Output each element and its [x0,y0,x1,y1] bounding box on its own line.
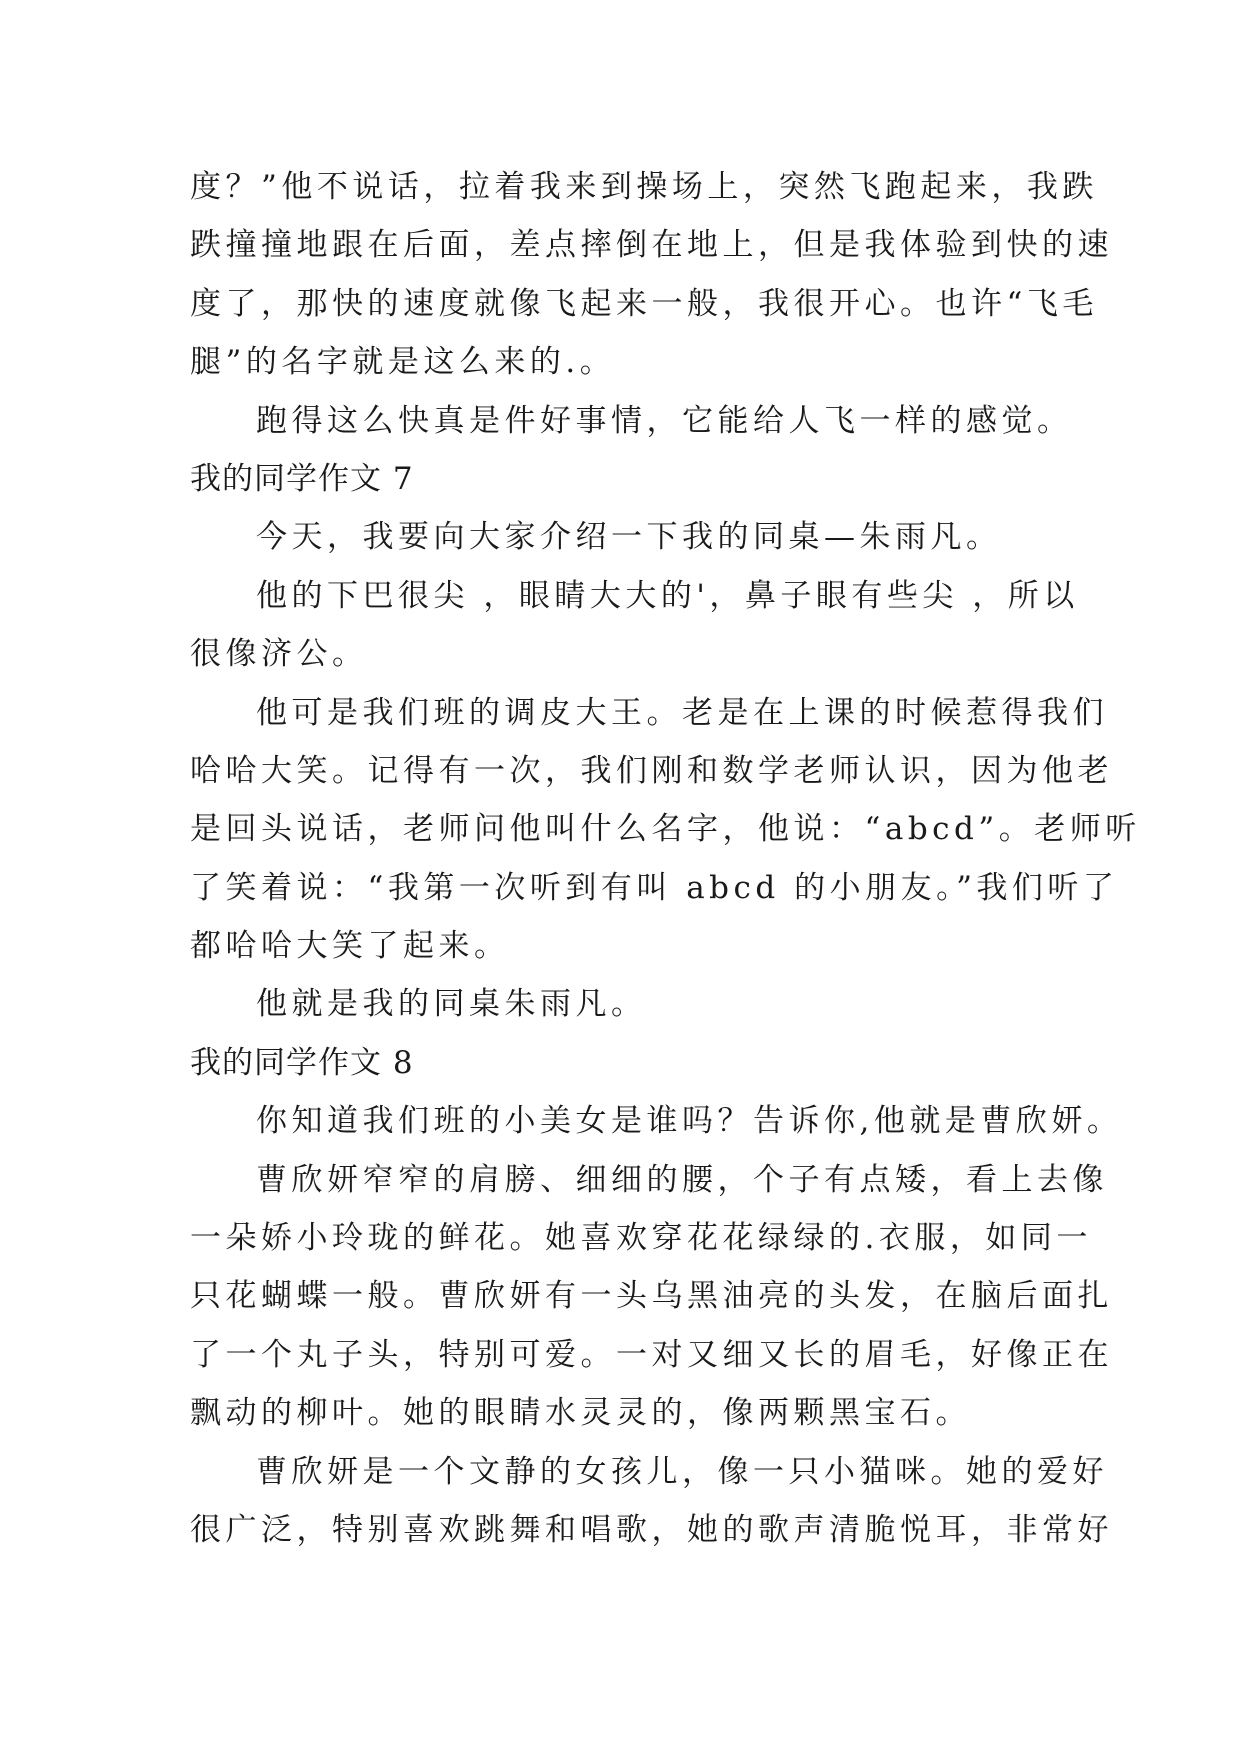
paragraph-first-line: 跑得这么快真是件好事情，它能给人飞一样的感觉。 [256,402,1073,439]
paragraph-first-line: 曹欣妍窄窄的肩膀、细细的腰，个子有点矮，看上去像 [256,1161,1108,1198]
paragraph-first-line: 他的下巴很尖 ，眼睛大大的'，鼻子眼有些尖 ，所以 [256,577,1079,614]
document-page [190,158,1141,1559]
text-line: 很广泛，特别喜欢跳舞和唱歌，她的歌声清脆悦耳，非常好 [190,1511,1113,1548]
paragraph-first-line: 你知道我们班的小美女是谁吗？告诉你,他就是曹欣妍。 [256,1103,1123,1140]
paragraph-first-line: 今天，我要向大家介绍一下我的同桌—朱雨凡。 [256,519,1002,556]
paragraph-first-line: 曹欣妍是一个文静的女孩儿，像一只小猫咪。她的爱好 [256,1453,1108,1490]
section-heading: 我的同学作文 8 [190,1044,414,1081]
text-line: 一朵娇小玲珑的鲜花。她喜欢穿花花绿绿的.衣服，如同一 [190,1220,1092,1257]
text-line: 了一个丸子头，特别可爱。一对又细又长的眉毛，好像正在 [190,1336,1113,1373]
text-line: 很像济公。 [190,636,368,673]
text-line: 哈哈大笑。记得有一次，我们刚和数学老师认识，因为他老 [190,752,1113,789]
text-line: 了笑着说：“我第一次听到有叫 abcd 的小朋友。”我们听了 [190,869,1119,906]
text-line: 是回头说话，老师问他叫什么名字，他说：“abcd”。老师听 [190,811,1141,848]
text-line: 度？”他不说话，拉着我来到操场上，突然飞跑起来，我跌 [190,169,1098,205]
paragraph-first-line: 他就是我的同桌朱雨凡。 [256,986,647,1023]
text-line: 腿”的名字就是这么来的.。 [190,344,616,381]
text-line: 度了，那快的速度就像飞起来一般，我很开心。也许“飞毛 [190,285,1098,322]
paragraph-first-line: 他可是我们班的调皮大王。老是在上课的时候惹得我们 [256,694,1108,731]
text-line: 跌撞撞地跟在后面，差点摔倒在地上，但是我体验到快的速 [190,227,1113,264]
text-line: 只花蝴蝶一般。曹欣妍有一头乌黑油亮的头发，在脑后面扎 [190,1278,1113,1315]
section-heading: 我的同学作文 7 [190,460,414,497]
text-line: 都哈哈大笑了起来。 [190,928,510,965]
text-line: 飘动的柳叶。她的眼睛水灵灵的，像两颗黑宝石。 [190,1395,971,1432]
